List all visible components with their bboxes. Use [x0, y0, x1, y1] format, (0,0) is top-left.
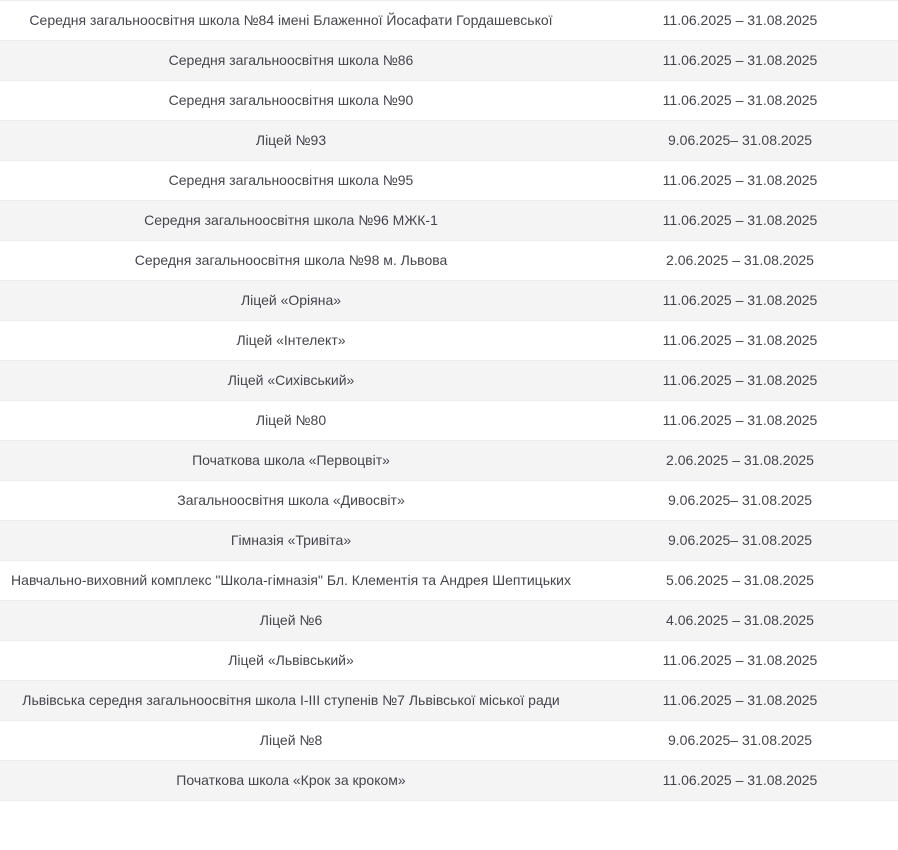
period-cell: 11.06.2025 – 31.08.2025 — [662, 372, 818, 388]
school-name-cell: Середня загальноосвітня школа №98 м. Львова — [134, 252, 448, 268]
school-name-cell: Середня загальноосвітня школа №95 — [168, 172, 414, 188]
table-row — [0, 1, 898, 41]
period-cell: 11.06.2025 – 31.08.2025 — [662, 92, 818, 108]
table-row — [0, 121, 898, 161]
period-cell: 9.06.2025– 31.08.2025 — [667, 732, 813, 748]
period-cell: 11.06.2025 – 31.08.2025 — [662, 332, 818, 348]
schools-table-body — [0, 1, 898, 801]
period-cell: 11.06.2025 – 31.08.2025 — [662, 12, 818, 28]
period-cell: 11.06.2025 – 31.08.2025 — [662, 772, 818, 788]
table-row — [0, 521, 898, 561]
table-row — [0, 441, 898, 481]
table-row — [0, 281, 898, 321]
table-row — [0, 401, 898, 441]
table-row — [0, 641, 898, 681]
school-name-cell: Ліцей «Сихівський» — [227, 372, 355, 388]
school-name-cell: Початкова школа «Первоцвіт» — [192, 452, 390, 468]
school-name-cell: Ліцей №93 — [255, 132, 327, 148]
school-name-cell: Середня загальноосвітня школа №90 — [168, 92, 414, 108]
table-row — [0, 161, 898, 201]
school-name-cell: Ліцей №6 — [259, 612, 323, 628]
period-cell: 9.06.2025– 31.08.2025 — [667, 492, 813, 508]
table-row — [0, 81, 898, 121]
school-name-cell: Ліцей «Львівський» — [228, 652, 354, 668]
period-cell: 2.06.2025 – 31.08.2025 — [666, 452, 814, 468]
period-cell: 11.06.2025 – 31.08.2025 — [662, 692, 818, 708]
table-row — [0, 361, 898, 401]
period-cell: 5.06.2025 – 31.08.2025 — [666, 572, 814, 588]
table-row — [0, 561, 898, 601]
period-cell: 11.06.2025 – 31.08.2025 — [662, 292, 818, 308]
school-name-cell: Гімназія «Тривіта» — [230, 532, 352, 548]
school-name-cell: Навчально-виховний комплекс "Школа-гімназія" Бл. Клементія та Андрея Шептицьких — [11, 572, 571, 588]
table-row — [0, 601, 898, 641]
table-row — [0, 481, 898, 521]
period-cell: 9.06.2025– 31.08.2025 — [667, 532, 813, 548]
table-row — [0, 321, 898, 361]
table-row — [0, 761, 898, 801]
period-cell: 9.06.2025– 31.08.2025 — [667, 132, 813, 148]
period-cell: 11.06.2025 – 31.08.2025 — [662, 412, 818, 428]
period-cell: 11.06.2025 – 31.08.2025 — [662, 52, 818, 68]
school-name-cell: Львівська середня загальноосвітня школа І-ІІІ ступенів №7 Львівської міської ради — [22, 692, 560, 708]
school-name-cell: Середня загальноосвітня школа №86 — [168, 52, 414, 68]
school-name-cell: Початкова школа «Крок за кроком» — [176, 772, 406, 788]
table-row — [0, 241, 898, 281]
school-name-cell: Загальноосвітня школа «Дивосвіт» — [177, 492, 405, 508]
school-name-cell: Середня загальноосвітня школа №96 МЖК-1 — [144, 212, 438, 228]
school-name-cell: Ліцей №8 — [259, 732, 323, 748]
table-row — [0, 41, 898, 81]
school-name-cell: Ліцей №80 — [255, 412, 327, 428]
period-cell: 4.06.2025 – 31.08.2025 — [666, 612, 814, 628]
table-row — [0, 681, 898, 721]
period-cell: 11.06.2025 – 31.08.2025 — [662, 172, 818, 188]
period-cell: 11.06.2025 – 31.08.2025 — [662, 652, 818, 668]
school-name-cell: Ліцей «Оріяна» — [240, 292, 342, 308]
school-name-cell: Ліцей «Інтелект» — [236, 332, 346, 348]
period-cell: 2.06.2025 – 31.08.2025 — [666, 252, 814, 268]
school-name-cell: Середня загальноосвітня школа №84 імені Блаженної Йосафати Гордашевської — [29, 12, 553, 28]
period-cell: 11.06.2025 – 31.08.2025 — [662, 212, 818, 228]
table-row — [0, 721, 898, 761]
table-row — [0, 201, 898, 241]
